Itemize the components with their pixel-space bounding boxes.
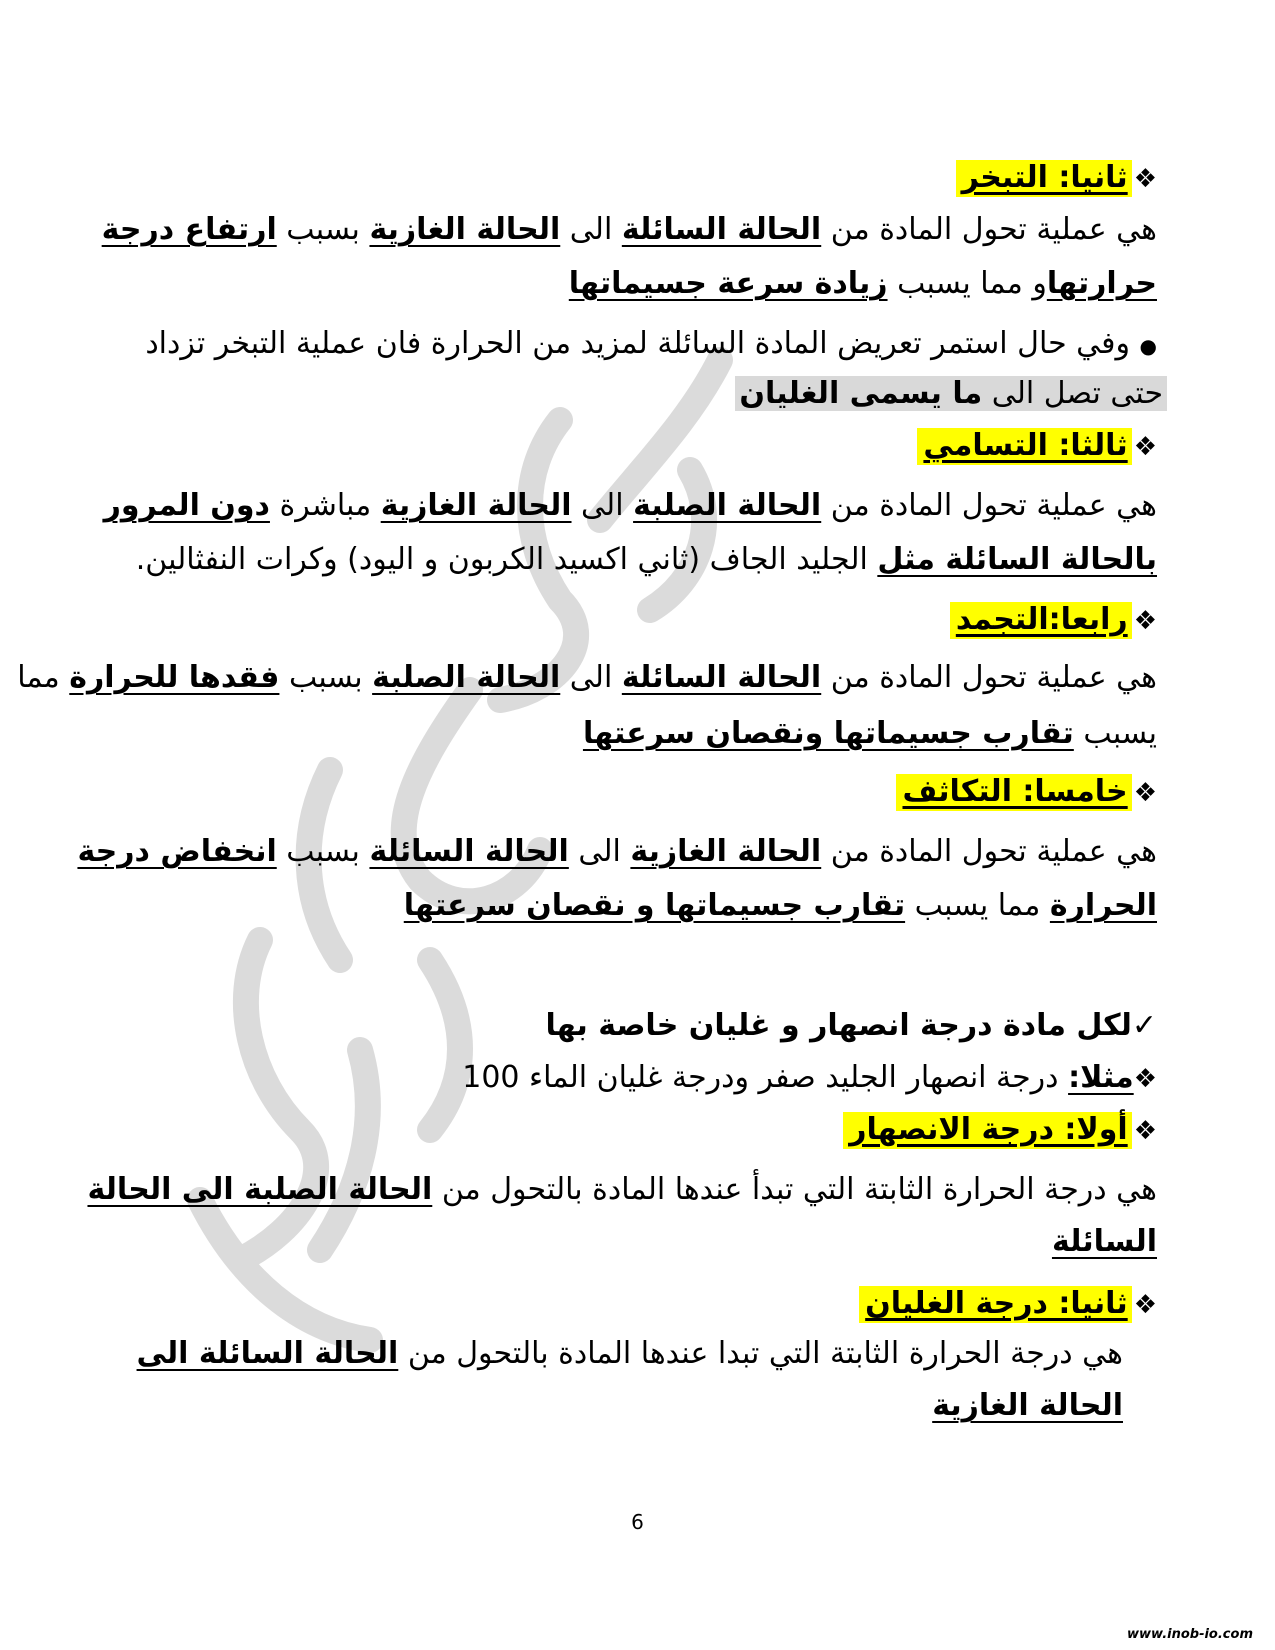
definition-line <box>932 1384 1123 1428</box>
definition-line <box>137 1332 1123 1376</box>
example-text: درجة انصهار الجليد صفر ودرجة غليان الماء 100 <box>462 1060 1069 1095</box>
key-term: الحالة الصلبة الى الحالة <box>87 1172 433 1207</box>
gray-highlight <box>735 376 1167 411</box>
key-term: الحالة السائلة <box>621 660 822 695</box>
heading-text: خامسا: التكاثف <box>896 774 1131 811</box>
note-line <box>545 1004 1157 1048</box>
heading-text: ثانيا: التبخر <box>956 160 1132 197</box>
definition-line <box>77 830 1157 874</box>
definition-line <box>404 884 1157 928</box>
text-span: بسبب <box>276 834 370 869</box>
section-heading-melting-point <box>843 1108 1157 1153</box>
key-term: تقارب جسيماتها ونقصان سرعتها <box>582 716 1074 751</box>
note-text: لكل مادة درجة انصهار و غليان خاصة بها <box>545 1008 1132 1043</box>
text-span: هي درجة الحرارة الثابتة التي تبدا عندها المادة بالتحول من <box>398 1336 1123 1371</box>
text-span: هي عملية تحول المادة من <box>821 660 1157 695</box>
key-term: دون المرور <box>103 488 270 523</box>
text-span: مما يسبب <box>905 888 1050 923</box>
footer-url[interactable]: www.inob-io.com <box>1127 1627 1253 1642</box>
note-line <box>145 322 1157 368</box>
key-term: الحالة السائلة <box>369 834 569 869</box>
definition-line <box>104 484 1157 528</box>
text-span: مباشرة <box>269 488 381 523</box>
text-span: هي عملية تحول المادة من <box>821 212 1157 247</box>
key-term: الحالة السائلة الى <box>136 1336 399 1371</box>
heading-text: أولا: درجة الانصهار <box>843 1112 1131 1149</box>
definition-line <box>136 538 1157 582</box>
key-term: ارتفاع درجة <box>101 212 277 247</box>
key-term: الحالة الصلبة <box>372 660 561 695</box>
text-span: الجليد الجاف (ثاني اكسيد الكربون و اليود) وكرات النفثالين. <box>135 542 878 577</box>
text-span: هي درجة الحرارة الثابتة التي تبدأ عندها المادة بالتحول من <box>432 1172 1157 1207</box>
example-line <box>462 1056 1157 1101</box>
key-term: فقدها للحرارة <box>69 660 280 695</box>
check-icon: ✓ <box>1131 1008 1157 1043</box>
text-span: الى <box>571 488 634 523</box>
section-heading-condensation <box>896 770 1157 815</box>
key-term: الحالة الغازية <box>932 1388 1123 1423</box>
section-heading-boiling-point <box>859 1282 1157 1327</box>
key-term: الحالة الغازية <box>380 488 572 523</box>
diamond-bullet-icon: ❖ <box>1133 606 1157 636</box>
diamond-bullet-icon: ❖ <box>1133 1064 1157 1094</box>
key-term: بالحالة السائلة مثل <box>877 542 1157 577</box>
key-term: السائلة <box>1051 1224 1157 1259</box>
text-span: الى <box>568 834 631 869</box>
key-term: الحالة الغازية <box>630 834 822 869</box>
key-term: الحالة الصلبة <box>633 488 822 523</box>
note-line <box>735 372 1167 416</box>
definition-line <box>1052 1220 1157 1264</box>
diamond-bullet-icon: ❖ <box>1133 164 1157 194</box>
section-heading-sublimation <box>917 424 1157 469</box>
diamond-bullet-icon: ❖ <box>1133 432 1157 462</box>
diamond-bullet-icon: ❖ <box>1133 1290 1157 1320</box>
definition-line <box>569 262 1157 306</box>
key-term: ما يسمى الغليان <box>739 376 983 411</box>
key-term: الحالة السائلة <box>621 212 822 247</box>
diamond-bullet-icon: ❖ <box>1133 1116 1157 1146</box>
text-span: هي عملية تحول المادة من <box>821 834 1157 869</box>
text-span: يسبب <box>1073 716 1157 751</box>
key-term: تقارب جسيماتها و نقصان سرعتها <box>403 888 906 923</box>
text-span: الى <box>560 660 622 695</box>
definition-line <box>102 208 1157 252</box>
diamond-bullet-icon: ❖ <box>1133 778 1157 808</box>
heading-text: رابعا:التجمد <box>950 602 1132 639</box>
key-term: انخفاض درجة <box>77 834 277 869</box>
key-term: زيادة سرعة جسيماتها <box>568 266 888 301</box>
text-span: وفي حال استمر تعريض المادة السائلة لمزيد من الحرارة فان عملية التبخر تزداد <box>145 326 1130 361</box>
key-term: الحرارة <box>1049 888 1157 923</box>
section-heading-vaporization <box>956 156 1157 201</box>
text-span: مما <box>17 660 70 695</box>
heading-text: ثالثا: التسامي <box>917 428 1131 465</box>
text-span: و مما يسبب <box>887 266 1047 301</box>
definition-line <box>583 712 1157 756</box>
definition-line <box>17 656 1157 700</box>
text-span: بسبب <box>276 212 370 247</box>
definition-line <box>87 1168 1157 1212</box>
text-span: بسبب <box>279 660 373 695</box>
text-span: حتى تصل الى <box>982 376 1163 411</box>
text-span: هي عملية تحول المادة من <box>821 488 1157 523</box>
section-heading-freezing <box>950 598 1157 643</box>
round-bullet-icon: ● <box>1139 334 1157 358</box>
key-term: حرارتها <box>1046 266 1157 301</box>
page-number: 6 <box>631 1510 644 1534</box>
example-label: مثلا: <box>1068 1060 1134 1095</box>
heading-text: ثانيا: درجة الغليان <box>859 1286 1132 1323</box>
text-span: الى <box>560 212 622 247</box>
key-term: الحالة الغازية <box>369 212 561 247</box>
